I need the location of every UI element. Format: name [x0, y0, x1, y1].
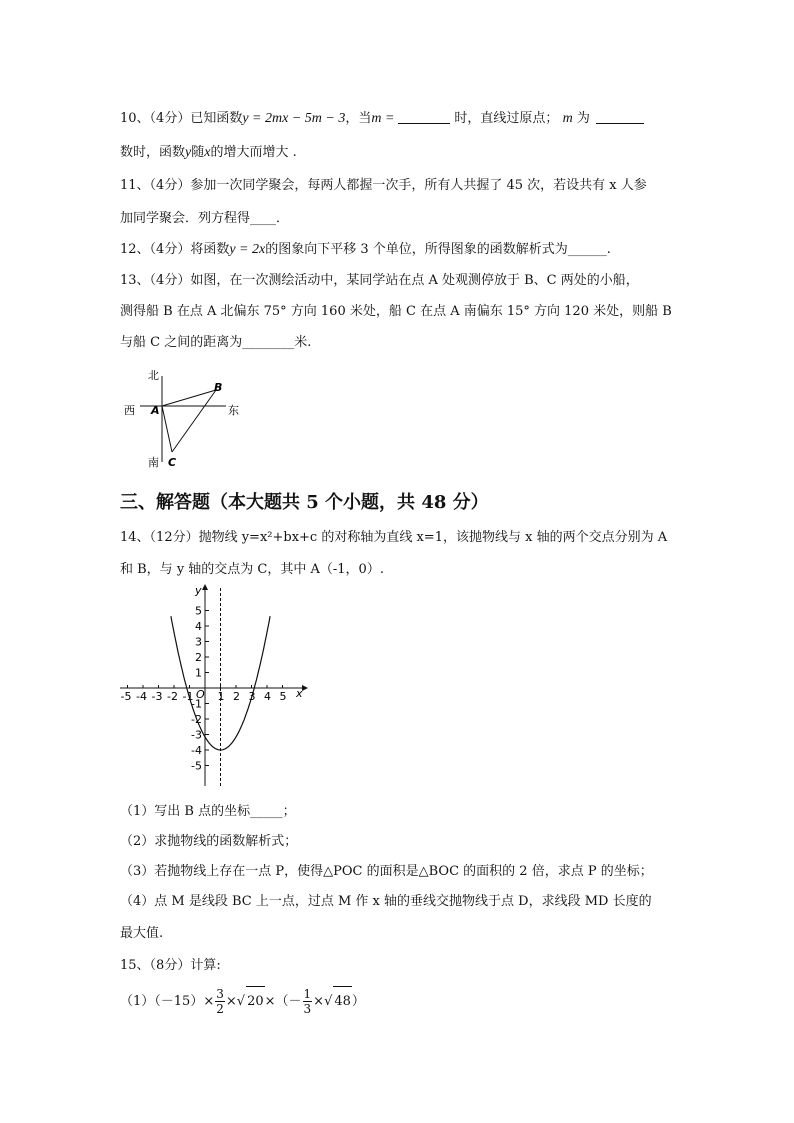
x-tick-label: 3 [248, 690, 256, 703]
numerator: 1 [303, 987, 312, 1001]
q12-formula: y = 2x [229, 242, 266, 257]
numerator: 3 [216, 987, 224, 1001]
q10-line2 [120, 145, 297, 161]
radicand: 20 [246, 986, 265, 1017]
y-tick-label: 3 [195, 635, 202, 649]
y-tick-label: -3 [191, 728, 202, 742]
q14-part4-line1: （4）点 M 是线段 BC 上一点，过点 M 作 x 轴的垂线交抛物线于点 D，求线段 MD 长度的 [120, 894, 652, 909]
q15-text: ×（－ [264, 994, 302, 1009]
q10-number: 10、（4分）已知函数 [120, 111, 243, 126]
q14-part1: （1）写出 B 点的坐标_____； [120, 804, 296, 819]
times-sign: × [225, 994, 237, 1009]
q13-figure [118, 362, 248, 474]
point-a-label: A [151, 404, 160, 417]
y-tick-label: -2 [191, 713, 202, 726]
q10-text: 数时，函数 [120, 145, 186, 160]
origin-label: O [196, 688, 205, 701]
q15-text: ） [351, 994, 365, 1009]
label-west: 西 [124, 404, 135, 417]
x-tick-label: 1 [217, 690, 225, 703]
q11-line2: 加同学聚会．列方程得____． [120, 211, 290, 226]
q10-m-equals: m = [371, 111, 395, 126]
y-tick-label: 1 [195, 666, 202, 680]
denominator: 3 [303, 1002, 312, 1016]
sqrt-20: √ 20 [237, 994, 265, 1009]
x-tick-label: -5 [120, 690, 132, 703]
y-tick-label: 2 [195, 651, 202, 664]
y-tick-label: -4 [191, 744, 202, 757]
q10-line1 [120, 110, 644, 127]
y-tick-label: 5 [195, 604, 202, 618]
x-tick-label: 5 [279, 690, 287, 703]
q13-line1: 13、（4分）如图，在一次测绘活动中，某同学站在点 A 处观测停放于 B、C 两处的小船， [120, 273, 639, 288]
q14-graph [116, 582, 308, 792]
q10-x-var: x [204, 145, 211, 160]
q10-text: 的增大而增大 . [210, 145, 297, 160]
q10-text: 随 [191, 145, 205, 160]
q14-part4-line2: 最大值. [120, 926, 164, 941]
y-tick-label: -1 [191, 697, 202, 711]
x-tick-label: -1 [182, 690, 194, 703]
q10-m-var: m [562, 111, 573, 126]
q12-text: 的图象向下平移 3 个单位，所得图象的函数解析式为______. [265, 242, 611, 257]
y-axis-arrow [202, 584, 208, 590]
fraction-1-3 [303, 987, 313, 1016]
q14-part2: （2）求抛物线的函数解析式； [120, 834, 298, 849]
q10-text: 为 [576, 111, 590, 126]
q15-line1: 15、（8分）计算: [120, 958, 221, 973]
y-axis-label: y [195, 584, 202, 597]
q13-line2: 测得船 B 在点 A 北偏东 75° 方向 160 米处，船 C 在点 A 南偏东 15° 方向 120 米处，则船 B [120, 304, 672, 319]
q12-line [120, 242, 611, 258]
segment-bc [172, 390, 216, 452]
x-tick-label: 4 [264, 690, 271, 703]
q14-part3: （3）若抛物线上存在一点 P，使得△POC 的面积是△BOC 的面积的 2 倍，求点 P 的坐标； [120, 864, 653, 879]
section-heading: 三、解答题（本大题共 5 个小题，共 48 分） [120, 492, 489, 513]
q14-line2: 和 B，与 y 轴的交点为 C，其中 A（-1，0）. [120, 562, 384, 577]
x-axis-label: x [296, 687, 303, 700]
q11-line1: 11、（4分）参加一次同学聚会，每两人都握一次手，所有人共握了 45 次，若设共有 x 人参 [120, 178, 647, 193]
sqrt-48: √ 48 [324, 994, 352, 1009]
fraction-3-2 [215, 987, 225, 1016]
q10-text: 时，直线过原点； [454, 111, 559, 126]
segment-ab [162, 390, 216, 406]
y-tick-label: -5 [191, 759, 202, 773]
point-c-label: C [168, 456, 177, 469]
q14-line1: 14、（12分）抛物线 y=x²+bx+c 的对称轴为直线 x=1，该抛物线与 x 轴的两个交点分别为 A [120, 530, 668, 545]
q10-blank-2[interactable] [596, 110, 644, 124]
x-tick-label: 2 [233, 690, 240, 703]
segment-ac [162, 406, 172, 452]
x-tick-label: -2 [167, 690, 178, 703]
denominator: 2 [216, 1002, 224, 1016]
times-sign: × [313, 994, 325, 1009]
q10-text: ，当 [345, 111, 372, 126]
q10-y-var: y [185, 145, 192, 160]
q10-blank-1[interactable] [398, 110, 450, 124]
q12-text: 12、（4分）将函数 [120, 242, 230, 257]
x-tick-label: -4 [136, 690, 147, 703]
x-tick-label: -3 [151, 690, 163, 703]
label-east: 东 [228, 404, 239, 417]
radicand: 48 [333, 986, 352, 1017]
x-axis-arrow [302, 685, 308, 691]
label-south: 南 [148, 456, 159, 469]
y-tick-label: 4 [195, 620, 202, 633]
q10-formula: y = 2mx − 5m − 3 [242, 111, 346, 126]
q15-text: （1）（－15）× [120, 994, 215, 1009]
q13-line3: 与船 C 之间的距离为________米. [120, 335, 312, 350]
point-b-label: B [214, 381, 223, 394]
q15-part1 [120, 986, 365, 1017]
label-north: 北 [148, 369, 159, 382]
